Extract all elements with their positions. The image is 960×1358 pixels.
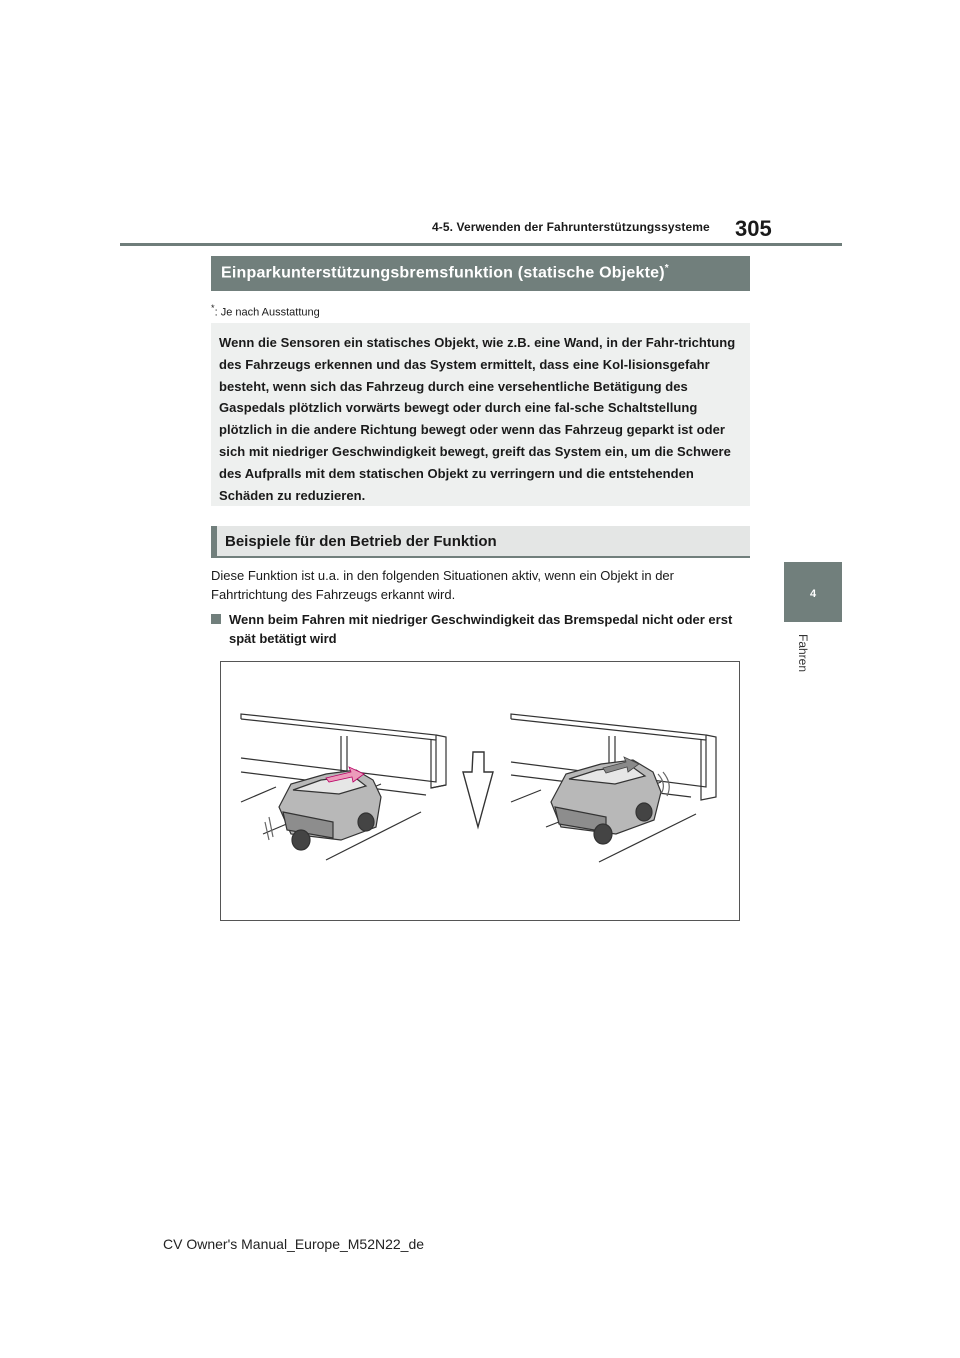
- bullet-square-icon: [211, 614, 221, 624]
- header-rule: [120, 243, 842, 246]
- section-title: Einparkunterstützungsbremsfunktion (statische Objekte): [221, 264, 665, 282]
- transition-arrow-icon: [463, 752, 493, 827]
- page-number: 305: [735, 216, 772, 241]
- body-text: Diese Funktion ist u.a. in den folgenden Situationen aktiv, wenn ein Objekt in der Fahrtrichtung des Fahrzeugs erkannt wird.: [211, 568, 674, 602]
- footnote: [211, 303, 320, 319]
- chapter-tab[interactable]: 4: [784, 562, 842, 622]
- section-header: 4-5. Verwenden der Fahrunterstützungssysteme: [432, 220, 710, 234]
- bullet-text: Wenn beim Fahren mit niedriger Geschwindigkeit das Bremspedal nicht oder erst spät betätigt wird: [229, 612, 733, 646]
- subsection-title: Beispiele für den Betrieb der Funktion: [225, 533, 497, 550]
- parking-line-right-1: [511, 790, 541, 802]
- footnote-text: : Je nach Ausstattung: [214, 306, 320, 319]
- chapter-label-text: Fahren: [796, 634, 810, 673]
- subsection-title-bar: [211, 526, 750, 558]
- bullet-item: [211, 611, 751, 648]
- subsection-accent: [211, 526, 217, 558]
- parking-line-left-1: [241, 787, 276, 802]
- sensor-wave-left: [265, 817, 273, 840]
- section-title-bar: [211, 256, 750, 291]
- title-footnote-marker: *: [664, 263, 669, 274]
- intro-text: Wenn die Sensoren ein statisches Objekt, wie z.B. eine Wand, in der Fahr-trichtung des Fahrzeugs erkennen und das System ermittelt, dass eine Kol-lisionsgefahr besteht, wenn sich das Fahrzeug durch eine versehentliche Betätigung des Gaspedals plötzlich vorwärts bewegt oder durch eine fal-sche Schaltstellung plötzlich in die andere Richtung bewegt oder wenn das Fahrzeug geparkt ist oder sich mit niedriger Geschwindigkeit bewegt, greift das System ein, um die Schwere des Aufpralls mit dem statischen Objekt zu verringern und die entstehenden Schäden zu reduzieren.: [219, 335, 736, 503]
- illustration-figure: [220, 661, 740, 921]
- intro-box: [211, 323, 750, 506]
- parking-illustration: [221, 662, 739, 920]
- footnote-marker: *: [211, 303, 215, 313]
- footer-text: CV Owner's Manual_Europe_M52N22_de: [163, 1236, 425, 1252]
